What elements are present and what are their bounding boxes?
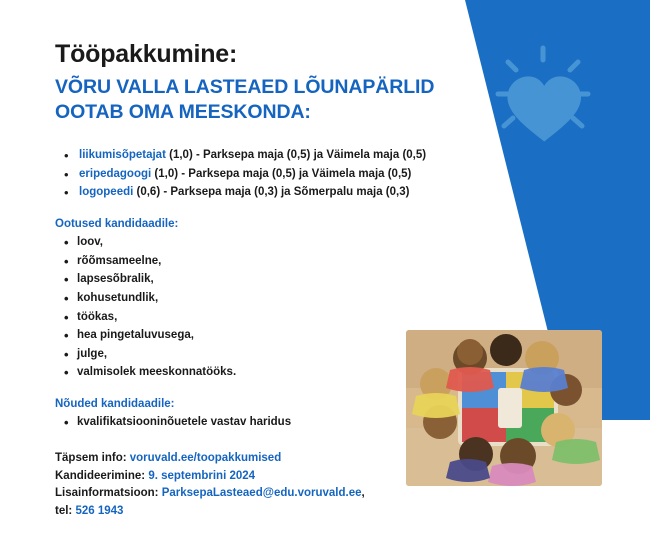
list-item xyxy=(77,146,475,165)
expectations-title: Ootused kandidaadile: xyxy=(55,218,179,231)
list-item: • hea pingetaluvusega, xyxy=(77,326,475,345)
list-item: • rõõmsameelne, xyxy=(77,252,475,271)
position-role: logopeedi xyxy=(79,186,134,199)
list-item xyxy=(77,165,475,184)
contact-phone-line xyxy=(55,503,475,521)
info-label: Täpsem info: xyxy=(55,451,127,464)
position-detail: (1,0) - Parksepa maja (0,5) ja Väimela maja (0,5) xyxy=(154,167,412,180)
email-link[interactable]: ParksepaLasteaed@edu.voruvald.ee xyxy=(161,487,362,500)
email-label: Lisainformatsioon: xyxy=(55,487,159,500)
info-link[interactable]: voruvald.ee/toopakkumised xyxy=(129,451,282,464)
list-item: • kohusetundlik, xyxy=(77,289,475,308)
list-item: • loov, xyxy=(77,233,475,252)
list-item: • töökas, xyxy=(77,308,475,327)
list-item: • lapsesõbralik, xyxy=(77,270,475,289)
deadline-value: 9. septembrini 2024 xyxy=(148,469,256,482)
list-item xyxy=(77,183,475,202)
email-suffix: , xyxy=(361,487,365,500)
organization-heading: VÕRU VALLA LASTEAED LÕUNAPÄRLID OOTAB OMA MEESKONDA: xyxy=(55,75,435,124)
phone-value: 526 1943 xyxy=(75,505,124,518)
positions-list xyxy=(55,146,475,202)
position-role: eripedagoogi xyxy=(79,167,152,180)
list-item: • valmisolek meeskonnatööks. xyxy=(77,363,475,382)
contact-email-line xyxy=(55,485,475,503)
list-item: • julge, xyxy=(77,345,475,364)
page-title: Tööpakkumine: xyxy=(55,40,238,68)
children-playing-circle-photo xyxy=(406,330,602,486)
position-detail: (0,6) - Parksepa maja (0,3) ja Sõmerpalu maja (0,3) xyxy=(136,186,410,199)
deadline-label: Kandideerimine: xyxy=(55,469,146,482)
list-item: • kvalifikatsiooninõuetele vastav haridus xyxy=(77,413,475,432)
position-detail: (1,0) - Parksepa maja (0,5) ja Väimela maja (0,5) xyxy=(169,149,427,162)
position-role: liikumisõpetajat xyxy=(79,149,166,162)
requirements-title: Nõuded kandidaadile: xyxy=(55,398,175,411)
phone-label: tel: xyxy=(55,505,73,518)
